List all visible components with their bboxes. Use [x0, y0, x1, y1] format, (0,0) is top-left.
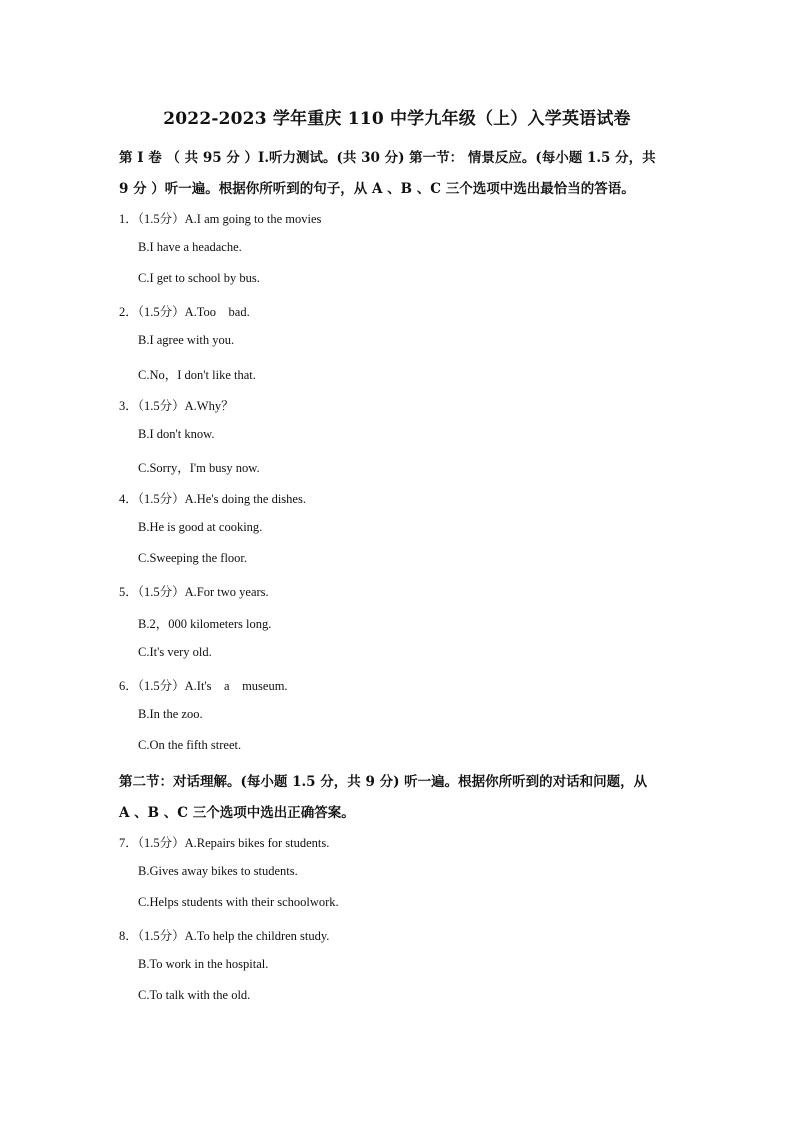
- question-6-stem: 6．（1.5分）A.It's a museum.: [119, 679, 288, 693]
- question-8-option-b: B.To work in the hospital.: [138, 957, 269, 971]
- section1-instruction-line1: 第 I 卷 （ 共 95 分 ）I.听力测试。(共 30 分) 第一节： 情景反应。(每小题 1.5 分，共: [119, 150, 656, 166]
- question-7-option-c: C.Helps students with their schoolwork.: [138, 895, 339, 909]
- section1-instruction-line2: 9 分 ）听一遍。根据你所听到的句子，从 A 、B 、C 三个选项中选出最恰当的答语。: [119, 181, 635, 197]
- question-3-option-b: B.I don't know.: [138, 427, 215, 441]
- section2-instruction-line2: A 、B 、C 三个选项中选出正确答案。: [119, 805, 355, 821]
- question-2-option-b: B.I agree with you.: [138, 333, 235, 347]
- page-title: 2022-2023 学年重庆 110 中学九年级（上）入学英语试卷: [163, 109, 631, 129]
- section2-instruction-line1: 第二节：对话理解。(每小题 1.5 分，共 9 分) 听一遍。根据你所听到的对话和问题，从: [119, 774, 648, 790]
- question-6-option-c: C.On the fifth street.: [138, 738, 242, 752]
- question-5-option-c: C.It's very old.: [138, 645, 212, 659]
- question-3-stem: 3．（1.5分）A.Why？: [119, 399, 234, 413]
- question-3-option-c: C.Sorry，I'm busy now.: [138, 461, 260, 475]
- question-4-option-c: C.Sweeping the floor.: [138, 551, 248, 565]
- question-7-stem: 7．（1.5分）A.Repairs bikes for students.: [119, 836, 330, 850]
- question-8-option-c: C.To talk with the old.: [138, 988, 251, 1002]
- question-2-option-c: C.No，I don't like that.: [138, 368, 256, 382]
- question-1-option-c: C.I get to school by bus.: [138, 271, 260, 285]
- question-6-option-b: B.In the zoo.: [138, 707, 203, 721]
- question-4-stem: 4．（1.5分）A.He's doing the dishes.: [119, 492, 306, 506]
- question-4-option-b: B.He is good at cooking.: [138, 520, 263, 534]
- question-2-stem: 2．（1.5分）A.Too bad.: [119, 305, 250, 319]
- question-1-option-b: B.I have a headache.: [138, 240, 242, 254]
- question-5-option-b: B.2，000 kilometers long.: [138, 617, 272, 631]
- question-7-option-b: B.Gives away bikes to students.: [138, 864, 298, 878]
- question-1-stem: 1．（1.5分）A.I am going to the movies: [119, 212, 322, 226]
- question-5-stem: 5．（1.5分）A.For two years.: [119, 585, 269, 599]
- question-8-stem: 8．（1.5分）A.To help the children study.: [119, 929, 330, 943]
